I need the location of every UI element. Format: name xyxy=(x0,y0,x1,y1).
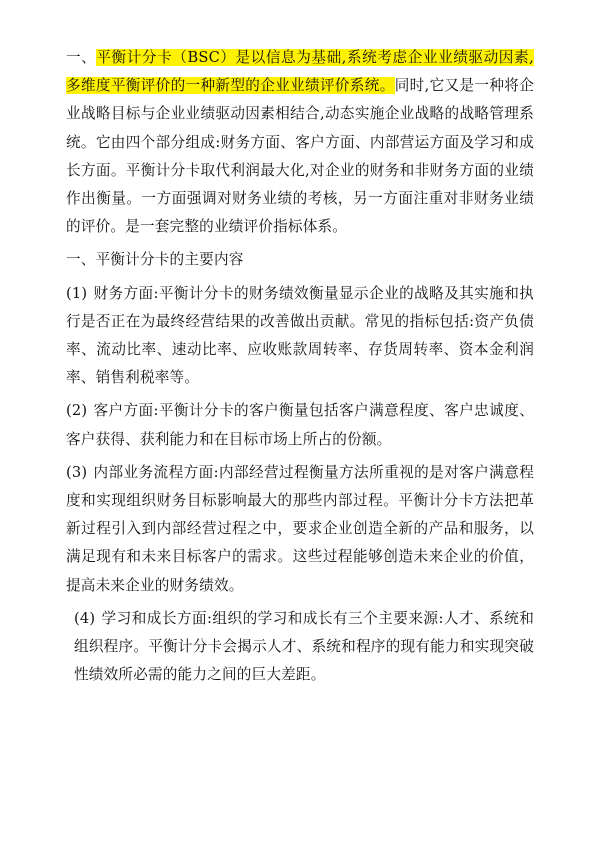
section-heading: 一、平衡计分卡的主要内容 xyxy=(66,251,244,269)
intro-prefix: 一、 xyxy=(66,49,97,66)
item-text: 财务方面:平衡计分卡的财务绩效衡量显示企业的战略及其实施和执行是否正在为最终经营结果的改善做出贡献。常见的指标包括:资产负债率、流动比率、速动比率、应收账款周转率、存货周转率、资本金利润率、销售利税率等。 xyxy=(66,284,534,387)
item-number: (2) xyxy=(66,402,88,420)
item-number: (1) xyxy=(66,284,88,302)
item-paragraph-3 xyxy=(66,459,534,600)
item-text: 客户方面:平衡计分卡的客户衡量包括客户满意程度、客户忠诚度、客户获得、获利能力和在目标市场上所占的份额。 xyxy=(66,402,534,448)
intro-rest-text: 同时,它又是一种将企业战略目标与企业业绩驱动因素相结合,动态实施企业战略的战略管理系统。它由四个部分组成:财务方面、客户方面、内部营运方面及学习和成长方面。平衡计分卡取代利润最大化,对企业的财务和非财务方面的业绩作出衡量。一方面强调对财务业绩的考核，另一方面注重对非财务业绩的评价。是一套完整的业绩评价指标体系。 xyxy=(66,77,535,236)
item-paragraph-4 xyxy=(66,605,534,690)
item-paragraph-2 xyxy=(66,397,534,453)
item-number: (3) xyxy=(66,463,88,481)
item-paragraph-1 xyxy=(66,280,534,393)
intro-paragraph xyxy=(66,44,534,241)
intro-highlighted-text: 平衡计分卡（BSC）是以信息为基础,系统考虑企业业绩驱动因素,多维度平衡评价的一种新型的企业业绩评价系统。 xyxy=(66,49,535,95)
item-number: (4) xyxy=(74,609,96,627)
item-text: 学习和成长方面:组织的学习和成长有三个主要来源:人才、系统和组织程序。平衡计分卡会揭示人才、系统和程序的现有能力和实现突破性绩效所必需的能力之间的巨大差距。 xyxy=(74,609,534,684)
item-text: 内部业务流程方面:内部经营过程衡量方法所重视的是对客户满意程度和实现组织财务目标影响最大的那些内部过程。平衡计分卡方法把革新过程引入到内部经营过程之中，要求企业创造全新的产品和服务，以满足现有和未来目标客户的需求。这些过程能够创造未来企业的价值，提高未来企业的财务绩效。 xyxy=(66,463,534,594)
